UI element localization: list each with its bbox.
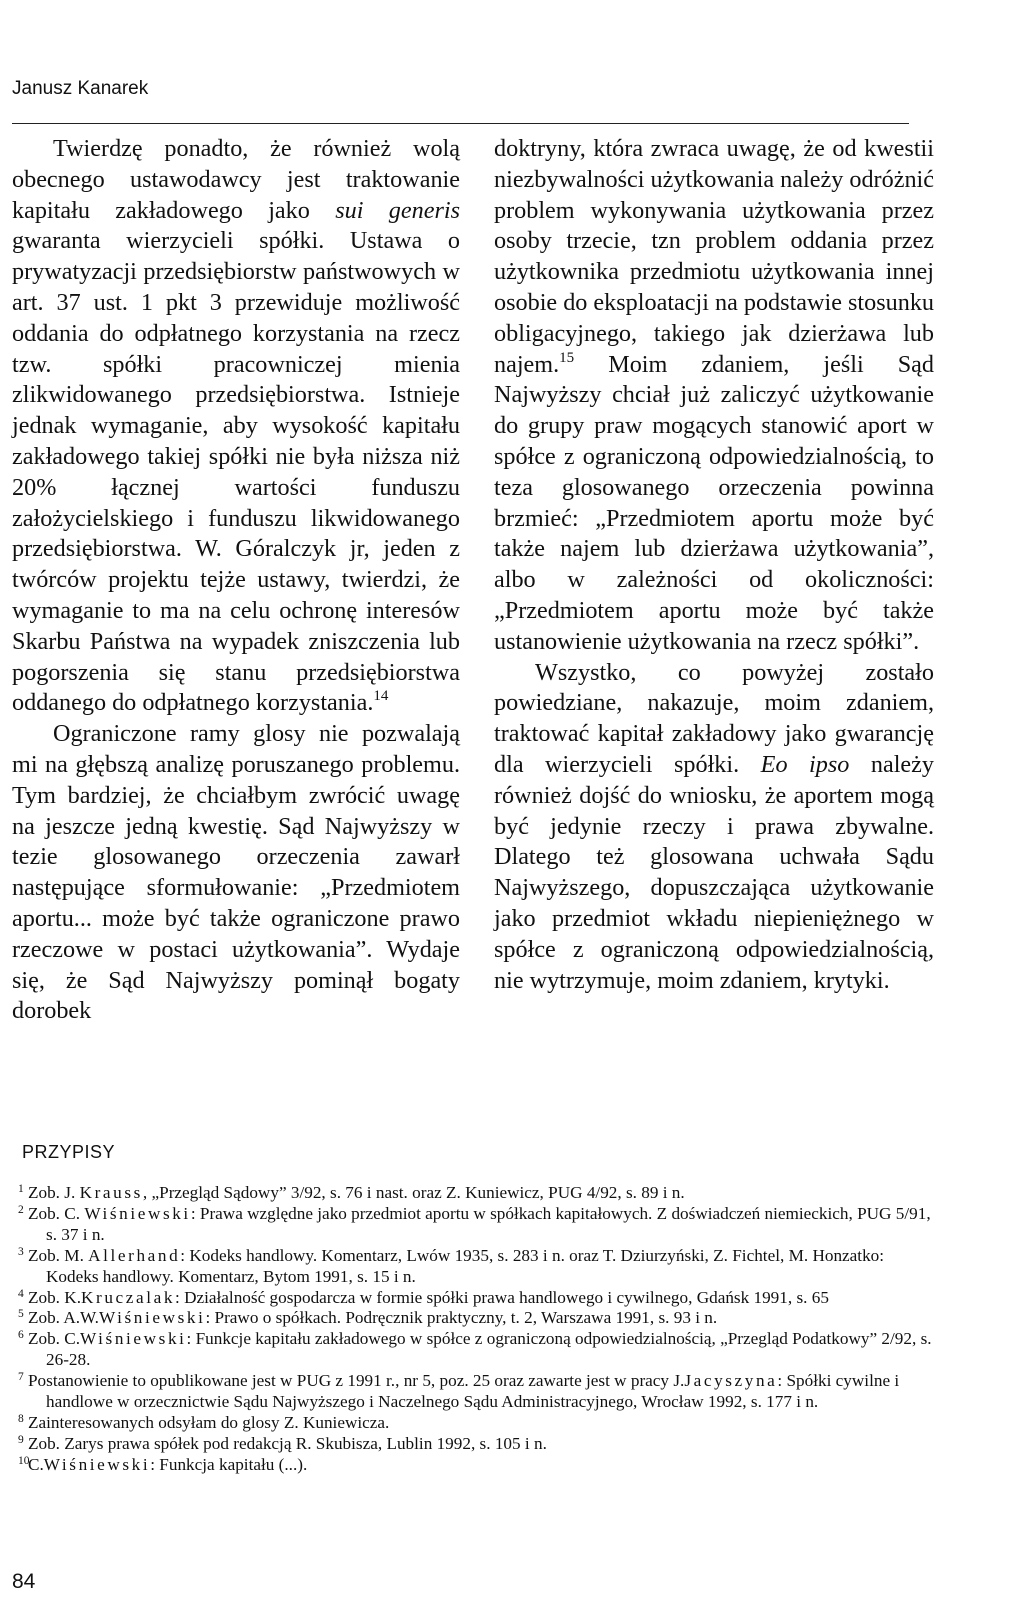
footnote-item: $^5$ Zob. A.W.Wiśniewski: Prawo o spółkach. Podręcznik praktyczny, t. 2, Warszawa 1991, s. 93 i n.: [18, 1308, 718, 1328]
page-number: 84: [12, 1570, 36, 1593]
footnote-reference: 14: [373, 688, 389, 705]
running-header-author: Janusz Kanarek: [12, 78, 149, 99]
footnote-item: $^8$ Zainteresowanych odsyłam do glosy Z. Kuniewicza.: [18, 1412, 390, 1432]
left-paragraph-2: Ograniczone ramy glosy nie pozwalają mi na głębszą analizę poruszanego problemu. Tym bardziej, że chciałbym zwrócić uwagę na jeszcze jedną kwestię. Sąd Najwyższy w tezie glosowanego orzeczenia zawarł następujące sformułowanie: „Przedmiotem aportu... może być także ograniczone prawo rzeczowe w postaci użytkowania”. Wydaje się, że Sąd Najwyższy pominął bogaty dorobek: [12, 720, 460, 1025]
footnotes-list: [18, 1183, 933, 1476]
footnote-item: $^9$ Zob. Zarys prawa spółek pod redakcją R. Skubisza, Lublin 1992, s. 105 i n.: [18, 1433, 547, 1453]
footnotes-heading: PRZYPISY: [22, 1142, 116, 1162]
footnote-item: $^{10}$C.Wiśniewski: Funkcja kapitału (...).: [18, 1454, 308, 1474]
left-text-column: [12, 134, 460, 1027]
footnote-item: $^6$ Zob. C.Wiśniewski: Funkcje kapitału zakładowego w spółce z ograniczoną odpowiedzialnością, „Przegląd Podatkowy” 2/92, s. 26-28.: [18, 1329, 932, 1370]
right-text-column: [494, 134, 934, 996]
footnote-item: $^4$ Zob. K.Kruczalak: Działalność gospodarcza w formie spółki prawa handlowego i cywilnego, Gdańsk 1991, s. 65: [18, 1287, 829, 1307]
footnote-item: $^2$ Zob. C. Wiśniewski: Prawa względne jako przedmiot aportu w spółkach kapitałowych. Z doświadczeń niemieckich, PUG 5/91, s. 37 i n.: [18, 1203, 931, 1244]
right-paragraph-2: Wszystko, co powyżej zostało powiedziane, nakazuje, moim zdaniem, traktować kapitał zakładowy jako gwarancję dla wierzycieli spółki. Eo ipso należy również dojść do wniosku, że aportem mogą być jedynie rzeczy i prawa zbywalne. Dlatego też glosowana uchwała Sądu Najwyższego, dopuszczająca użytkowanie jako przedmiot wkładu niepieniężnego w spółce z ograniczoną odpowiedzialnością, nie wytrzymuje, moim zdaniem, krytyki.: [494, 658, 934, 994]
footnote-item: $^3$ Zob. M. Allerhand: Kodeks handlowy. Komentarz, Lwów 1935, s. 283 i n. oraz T. Dziurzyński, Z. Fichtel, M. Honzatko: Kodeks handlowy. Komentarz, Bytom 1991, s. 15 i n.: [18, 1245, 885, 1286]
footnote-item: $^7$ Postanowienie to opublikowane jest w PUG z 1991 r., nr 5, poz. 25 oraz zawarte jest w pracy J.Jacyszyna: Spółki cywilne i handlowe w orzecznictwie Sądu Najwyższego i Naczelnego Sądu Administracyjnego, Wrocław 1992, s. 177 i n.: [18, 1371, 900, 1412]
right-paragraph-1: doktryny, która zwraca uwagę, że od kwestii niezbywalności użytkowania należy odróżnić problem wykonywania użytkowania przez osoby trzecie, tzn problem oddania przez użytkownika przedmiotu użytkowania innej osobie do eksploatacji na podstawie stosunku obligacyjnego, takiego jak dzierżawa lub najem.$^{15}$ Moim zdaniem, jeśli Sąd Najwyższy chciał już zaliczyć użytkowanie do grupy praw mogących stanowić aport w spółce z ograniczoną odpowiedzialnością, to teza glosowanego orzeczenia powinna brzmieć: „Przedmiotem aportu może być także najem lub dzierżawa użytkowania”, albo w zależności od okoliczności: „Przedmiotem aportu może być także ustanowienie użytkowania na rzecz spółki”.: [494, 135, 935, 655]
left-paragraph-1: Twierdzę ponadto, że również wolą obecnego ustawodawcy jest traktowanie kapitału zakładowego jako sui generis gwaranta wierzycieli spółki. Ustawa o prywatyzacji przedsiębiorstw państwowych w art. 37 ust. 1 pkt 3 przewiduje możliwość oddania do odpłatnego korzystania na rzecz tzw. spółki pracowniczej mienia zlikwidowanego przedsiębiorstwa. Istnieje jednak wymaganie, aby wysokość kapitału zakładowego takiej spółki nie była niższa niż 20% łącznej wartości funduszu założycielskiego i funduszu likwidowanego przedsiębiorstwa. W. Góralczyk jr, jeden z twórców projektu tejże ustawy, twierdzi, że wymaganie to ma na celu ochronę interesów Skarbu Państwa na wypadek zniszczenia lub pogorszenia się stanu przedsiębiorstwa oddanego do odpłatnego korzystania.$^{14}$: [12, 135, 461, 717]
footnote-item: $^1$ Zob. J. Krauss, „Przegląd Sądowy” 3/92, s. 76 i nast. oraz Z. Kuniewicz, PUG 4/92, s. 89 i n.: [18, 1183, 685, 1202]
footnote-reference: 15: [559, 349, 575, 366]
header-divider: [12, 123, 909, 124]
